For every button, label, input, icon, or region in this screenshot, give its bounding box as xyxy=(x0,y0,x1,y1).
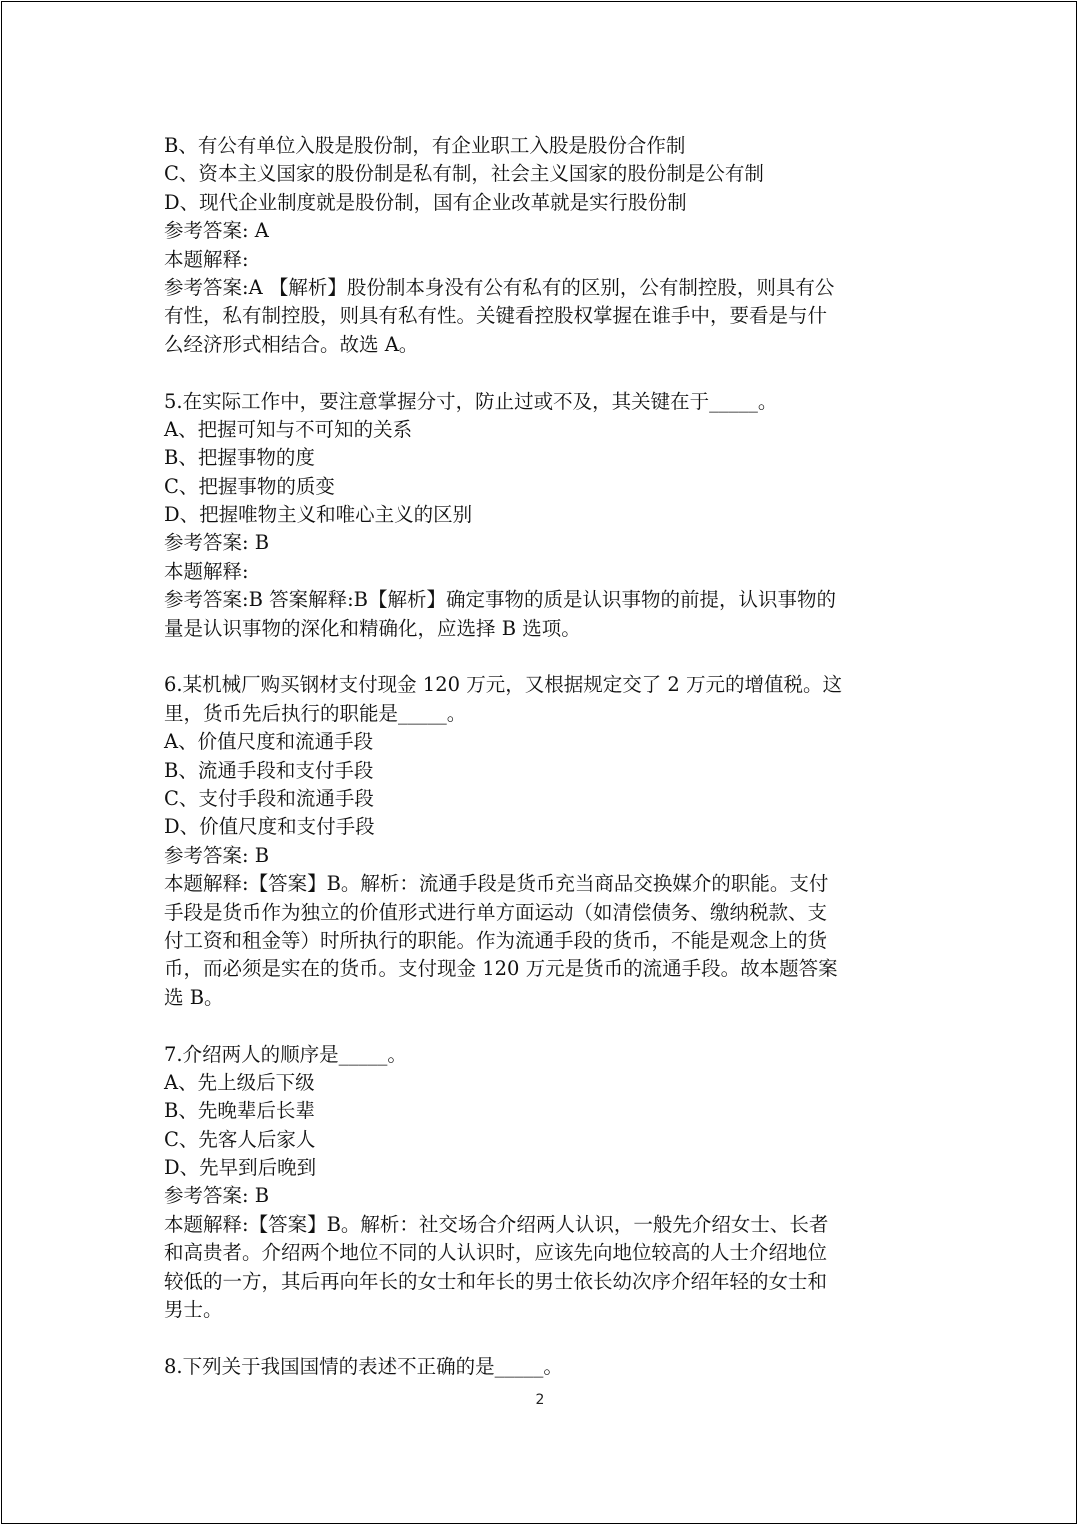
q4-option-d: D、现代企业制度就是股份制，国有企业改革就是实行股份制 xyxy=(164,190,687,214)
q7-answer: 参考答案: B xyxy=(164,1184,270,1208)
q6-explanation-line: 币，而必须是实在的货币。支付现金 120 万元是货币的流通手段。故本题答案 xyxy=(164,957,838,981)
q6-option-a: A、价值尺度和流通手段 xyxy=(164,730,374,754)
q6-explanation-line: 付工资和租金等）时所执行的职能。作为流通手段的货币，不能是观念上的货 xyxy=(164,928,828,952)
q6-option-c: C、支付手段和流通手段 xyxy=(164,786,374,810)
spacer xyxy=(164,643,924,671)
q5-option-c: C、把握事物的质变 xyxy=(164,474,335,498)
q7-explanation-line: 较低的一方，其后再向年长的女士和年长的男士依长幼次序介绍年轻的女士和 xyxy=(164,1269,828,1293)
q7-option-d: D、先早到后晚到 xyxy=(164,1156,317,1180)
q5-option-a: A、把握可知与不可知的关系 xyxy=(164,417,413,441)
q7-question: 7.介绍两人的顺序是_____。 xyxy=(164,1042,407,1066)
q7-option-c: C、先客人后家人 xyxy=(164,1127,316,1151)
q7-option-a: A、先上级后下级 xyxy=(164,1070,315,1094)
q5-answer: 参考答案: B xyxy=(164,531,270,555)
q6-option-d: D、价值尺度和支付手段 xyxy=(164,815,375,839)
q8-question: 8.下列关于我国国情的表述不正确的是_____。 xyxy=(164,1354,563,1378)
q6-answer: 参考答案: B xyxy=(164,843,270,867)
q6-question-line: 6.某机械厂购买钢材支付现金 120 万元，又根据规定交了 2 万元的增值税。这 xyxy=(164,673,843,697)
q6-explanation-line: 选 B。 xyxy=(164,985,224,1009)
q4-explanation-line: 有性，私有制控股，则具有私有性。关键看控股权掌握在谁手中，要看是与什 xyxy=(164,304,828,328)
q5-question: 5.在实际工作中，要注意掌握分寸，防止过或不及，其关键在于_____。 xyxy=(164,389,778,413)
q4-explanation-line: 么经济形式相结合。故选 A。 xyxy=(164,332,419,356)
page-number: 2 xyxy=(535,1392,545,1408)
q7-explanation-line: 本题解释:【答案】B。解析：社交场合介绍两人认识，一般先介绍女士、长者 xyxy=(164,1212,829,1236)
q4-explanation-label: 本题解释: xyxy=(164,247,249,271)
q5-explanation-line: 量是认识事物的深化和精确化，应选择 B 选项。 xyxy=(164,616,581,640)
q7-option-b: B、先晚辈后长辈 xyxy=(164,1099,315,1123)
q6-option-b: B、流通手段和支付手段 xyxy=(164,758,374,782)
q4-option-c: C、资本主义国家的股份制是私有制，社会主义国家的股份制是公有制 xyxy=(164,162,764,186)
q6-explanation-line: 本题解释:【答案】B。解析：流通手段是货币充当商品交换媒介的职能。支付 xyxy=(164,872,829,896)
spacer xyxy=(164,359,924,387)
q5-option-b: B、把握事物的度 xyxy=(164,446,315,470)
q6-explanation-line: 手段是货币作为独立的价值形式进行单方面运动（如清偿债务、缴纳税款、支 xyxy=(164,900,828,924)
page-content xyxy=(164,132,924,1381)
q7-explanation-line: 和高贵者。介绍两个地位不同的人认识时，应该先向地位较高的人士介绍地位 xyxy=(164,1241,828,1265)
q4-answer: 参考答案: A xyxy=(164,219,269,243)
q5-explanation-line: 参考答案:B 答案解释:B【解析】确定事物的质是认识事物的前提，认识事物的 xyxy=(164,588,836,612)
document-page xyxy=(1,1,1077,1524)
q4-option-b: B、有公有单位入股是股份制，有企业职工入股是股份合作制 xyxy=(164,134,686,157)
q7-explanation-line: 男士。 xyxy=(164,1298,223,1322)
q5-option-d: D、把握唯物主义和唯心主义的区别 xyxy=(164,503,473,527)
q5-explanation-label: 本题解释: xyxy=(164,559,249,583)
q4-explanation-line: 参考答案:A 【解析】股份制本身没有公有私有的区别，公有制控股，则具有公 xyxy=(164,275,835,299)
spacer xyxy=(164,1324,924,1352)
q6-question-line: 里，货币先后执行的职能是_____。 xyxy=(164,701,467,725)
spacer xyxy=(164,1012,924,1040)
